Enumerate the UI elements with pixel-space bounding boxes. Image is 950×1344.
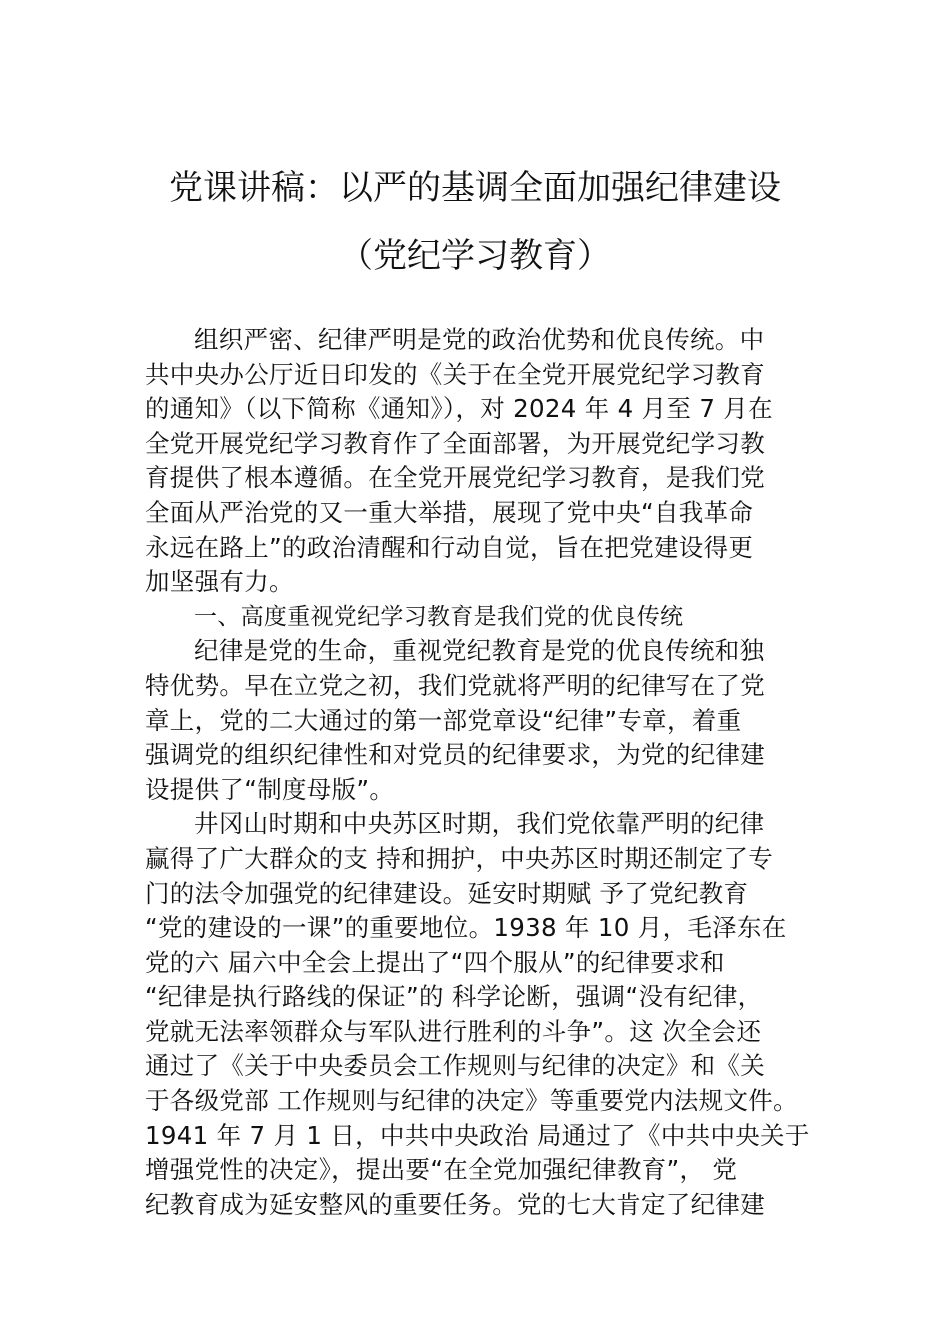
paragraph-line: 井冈山时期和中央苏区时期，我们党依靠严明的纪律 [194,809,765,839]
section-heading: 一、高度重视党纪学习教育是我们党的优良传统 [194,603,684,630]
paragraph-line: “党的建设的一课”的重要地位。1938 年 10 月，毛泽东在 [145,913,787,943]
paragraph-line: 特优势。早在立党之初，我们党就将严明的纪律写在了党 [145,670,765,700]
paragraph-line: 门的法令加强党的纪律建设。延安时期赋 予了党纪教育 [145,878,749,908]
paragraph-line: 赢得了广大群众的支 持和拥护，中央苏区时期还制定了专 [145,843,774,873]
paragraph-line: 加坚强有力。 [145,567,294,597]
paragraph-line: 强调党的组织纪律性和对党员的纪律要求，为党的纪律建 [145,740,765,770]
paragraph-line: 纪教育成为延安整风的重要任务。党的七大肯定了纪律建 [145,1189,765,1219]
paragraph-line: 章上，党的二大通过的第一部党章设“纪律”专章，着重 [145,705,742,735]
paragraph-line: 党的六 届六中全会上提出了“四个服从”的纪律要求和 [145,947,725,977]
paragraph-line: 共中央办公厅近日印发的《关于在全党开展党纪学习教育 [145,359,765,389]
paragraph-line: 育提供了根本遵循。在全党开展党纪学习教育，是我们党 [145,463,765,493]
document-title: 党课讲稿：以严的基调全面加强纪律建设 [169,168,781,208]
paragraph-line: 通过了《关于中央委员会工作规则与纪律的决定》和《关 [145,1051,765,1081]
paragraph-line: 全面从严治党的又一重大举措，展现了党中央“自我革命 [145,497,754,527]
paragraph-line: 党就无法率领群众与军队进行胜利的斗争”。这 次全会还 [145,1016,762,1046]
paragraph-line: “纪律是执行路线的保证”的 科学论断，强调“没有纪律， [145,982,763,1012]
paragraph-line: 于各级党部 工作规则与纪律的决定》等重要党内法规文件。 [145,1086,798,1116]
paragraph-line: 纪律是党的生命，重视党纪教育是党的优良传统和独 [194,636,765,666]
paragraph-line: 1941 年 7 月 1 日，中共中央政治 局通过了《中共中央关于 [145,1120,810,1150]
paragraph-line: 增强党性的决定》，提出要“在全党加强纪律教育”， 党 [145,1155,738,1185]
paragraph-line: 组织严密、纪律严明是党的政治优势和优良传统。中 [194,325,765,354]
paragraph-line: 全党开展党纪学习教育作了全面部署，为开展党纪学习教 [145,428,765,458]
document-body [145,323,810,1222]
paragraph-line: 设提供了“制度母版”。 [145,774,395,804]
paragraph-line: 的通知》（以下简称《通知》），对 2024 年 4 月至 7 月在 [145,394,773,424]
document-subtitle: （党纪学习教育） [339,236,611,276]
paragraph-line: 永远在路上”的政治清醒和行动自觉，旨在把党建设得更 [145,532,754,562]
